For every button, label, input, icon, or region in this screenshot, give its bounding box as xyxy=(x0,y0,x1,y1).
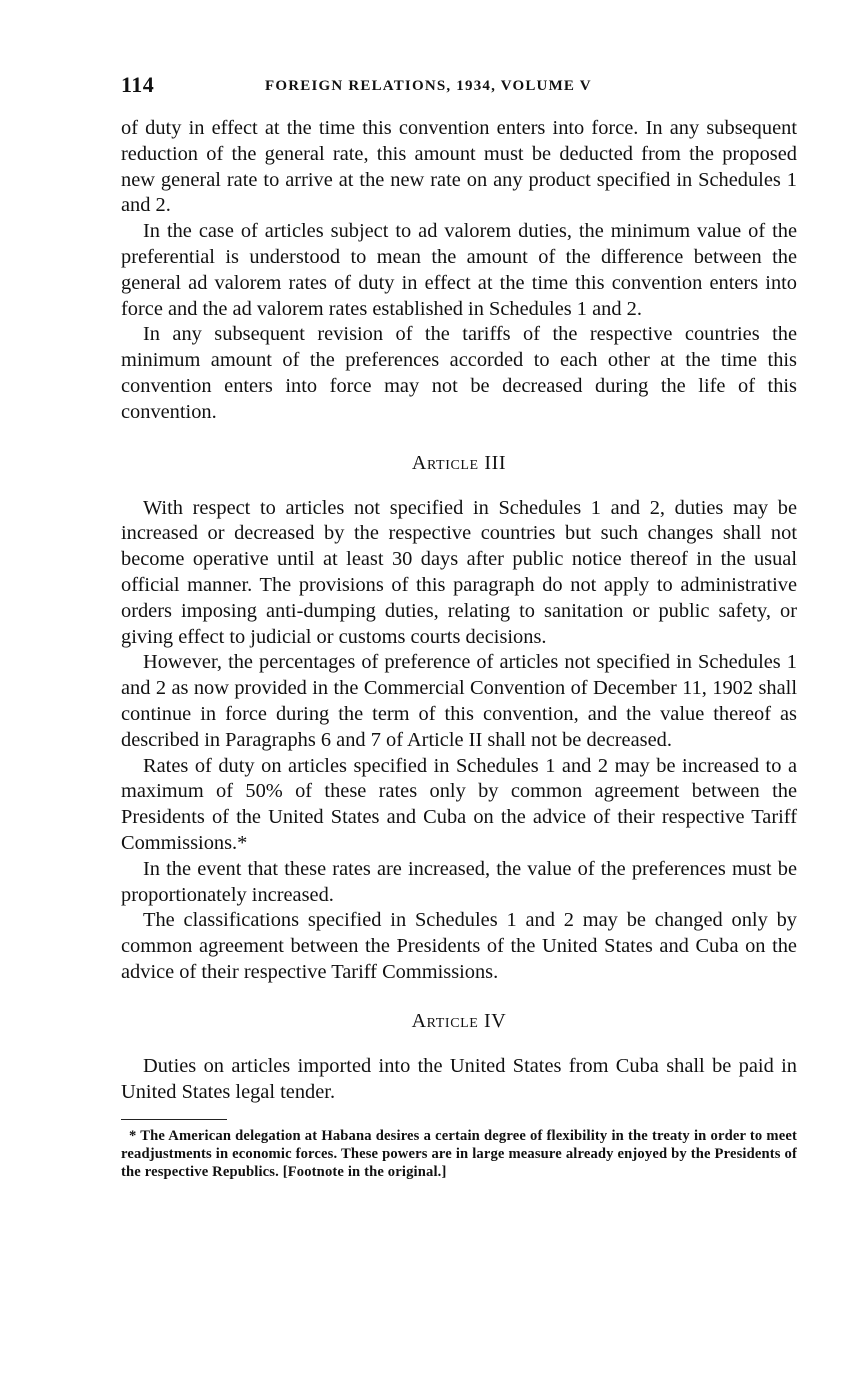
page-number: 114 xyxy=(121,72,155,97)
article-iv-heading xyxy=(121,1008,797,1034)
article-iv-heading-word: Article xyxy=(411,1009,479,1032)
article-iii-paragraph: Rates of duty on articles specified in Schedules 1 and 2 may be increased to a maximum of 50% of these rates only by common agreement between the Presidents of the United States and Cuba on the advice of their respective Tariff Commissions.* xyxy=(121,754,797,854)
article-iii-heading-word: Article xyxy=(411,451,479,474)
article-iii-paragraph: With respect to articles not specified in Schedules 1 and 2, duties may be increased or decreased by the respective countries but such changes shall not become operative until at least 30 days after public notice thereof in the usual official manner. The provisions of this paragraph do not apply to administrative orders imposing anti-dumping duties, relating to sanitation or public safety, or giving effect to judicial or customs courts decisions. xyxy=(121,496,797,648)
paragraph-tariff-revision: In any subsequent revision of the tariffs of the respective countries the minimum amount of the preferences accorded to each other at the time this convention enters into force may not be decreased during the life of this convention. xyxy=(121,323,797,423)
article-iv-heading-number: IV xyxy=(484,1009,507,1032)
article-iii-paragraph: In the event that these rates are increased, the value of the preferences must be proportionately increased. xyxy=(121,857,797,906)
footnote: * The American delegation at Habana desires a certain degree of flexibility in the treaty in order to meet readjustments in economic forces. These powers are in large measure already enjoyed by the Presidents of the respective Republics. [Footnote in the original.] xyxy=(121,1128,797,1181)
paragraph-continued: of duty in effect at the time this convention enters into force. In any subsequent reduction of the general rate, this amount must be deducted from the proposed new general rate to arrive at the new rate on any product specified in Schedules 1 and 2. xyxy=(121,117,797,217)
article-iii-heading-number: III xyxy=(484,451,507,474)
article-iii-heading xyxy=(121,450,797,476)
article-iv-paragraph: Duties on articles imported into the United States from Cuba shall be paid in United States legal tender. xyxy=(121,1054,797,1103)
document-page xyxy=(121,72,797,1181)
footnote-divider xyxy=(121,1119,227,1120)
running-title: FOREIGN RELATIONS, 1934, VOLUME V xyxy=(265,78,592,94)
article-iii-paragraph: However, the percentages of preference of articles not specified in Schedules 1 and 2 as now provided in the Commercial Convention of December 11, 1902 shall continue in force during the term of this convention, and the value thereof as described in Paragraphs 6 and 7 of Article II shall not be decreased. xyxy=(121,651,797,751)
running-header xyxy=(121,72,797,102)
article-iii-paragraph: The classifications specified in Schedules 1 and 2 may be changed only by common agreement between the Presidents of the United States and Cuba on the advice of their respective Tariff Commissions. xyxy=(121,909,797,983)
paragraph-ad-valorem: In the case of articles subject to ad valorem duties, the minimum value of the preferential is understood to mean the amount of the difference between the general ad valorem rates of duty in effect at the time this convention enters into force and the ad valorem rates established in Schedules 1 and 2. xyxy=(121,220,797,320)
